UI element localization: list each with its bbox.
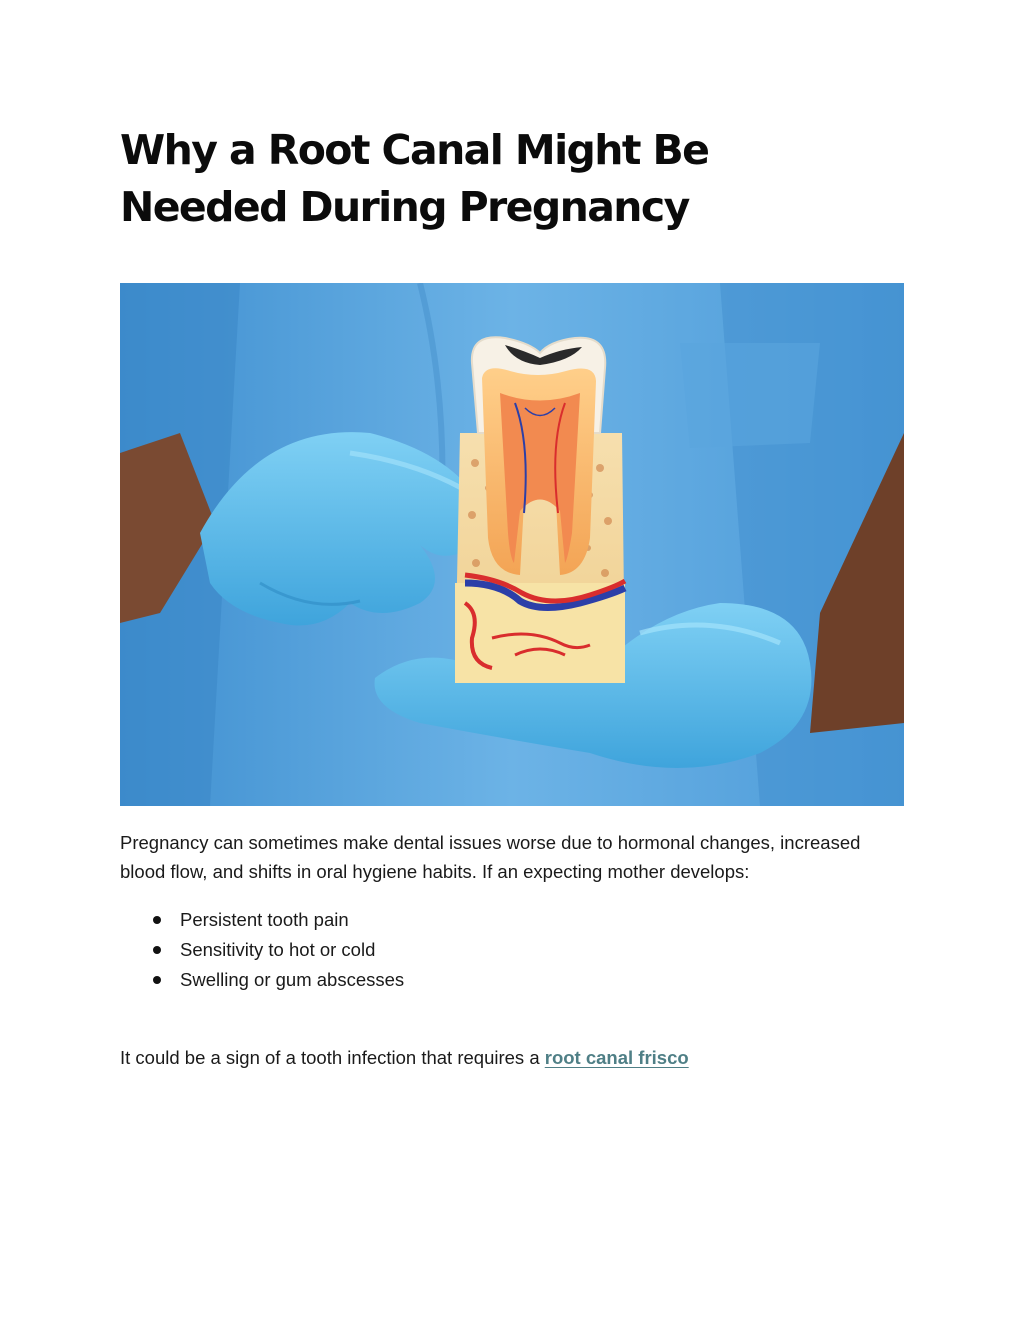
- hero-image: [120, 283, 904, 806]
- root-canal-frisco-link[interactable]: root canal frisco: [544, 1047, 689, 1068]
- symptom-list: [120, 905, 404, 995]
- list-item: [120, 935, 404, 965]
- list-item-text: Persistent tooth pain: [180, 909, 349, 930]
- bullet-icon: [153, 946, 161, 954]
- list-item-text: Swelling or gum abscesses: [180, 969, 405, 990]
- list-item: [120, 965, 404, 995]
- closing-paragraph: [120, 1043, 910, 1072]
- intro-paragraph: Pregnancy can sometimes make dental issues worse due to hormonal changes, increased blood flow, and shifts in oral hygiene habits. If an expecting mother develops:: [120, 832, 861, 882]
- list-item-text: Sensitivity to hot or cold: [180, 939, 376, 960]
- list-item: [120, 905, 404, 935]
- bullet-icon: [153, 976, 161, 984]
- bullet-icon: [153, 916, 161, 924]
- closing-text: It could be a sign of a tooth infection that requires a: [120, 1047, 545, 1068]
- page-title: Why a Root Canal Might Be Needed During Pregnancy: [120, 126, 709, 231]
